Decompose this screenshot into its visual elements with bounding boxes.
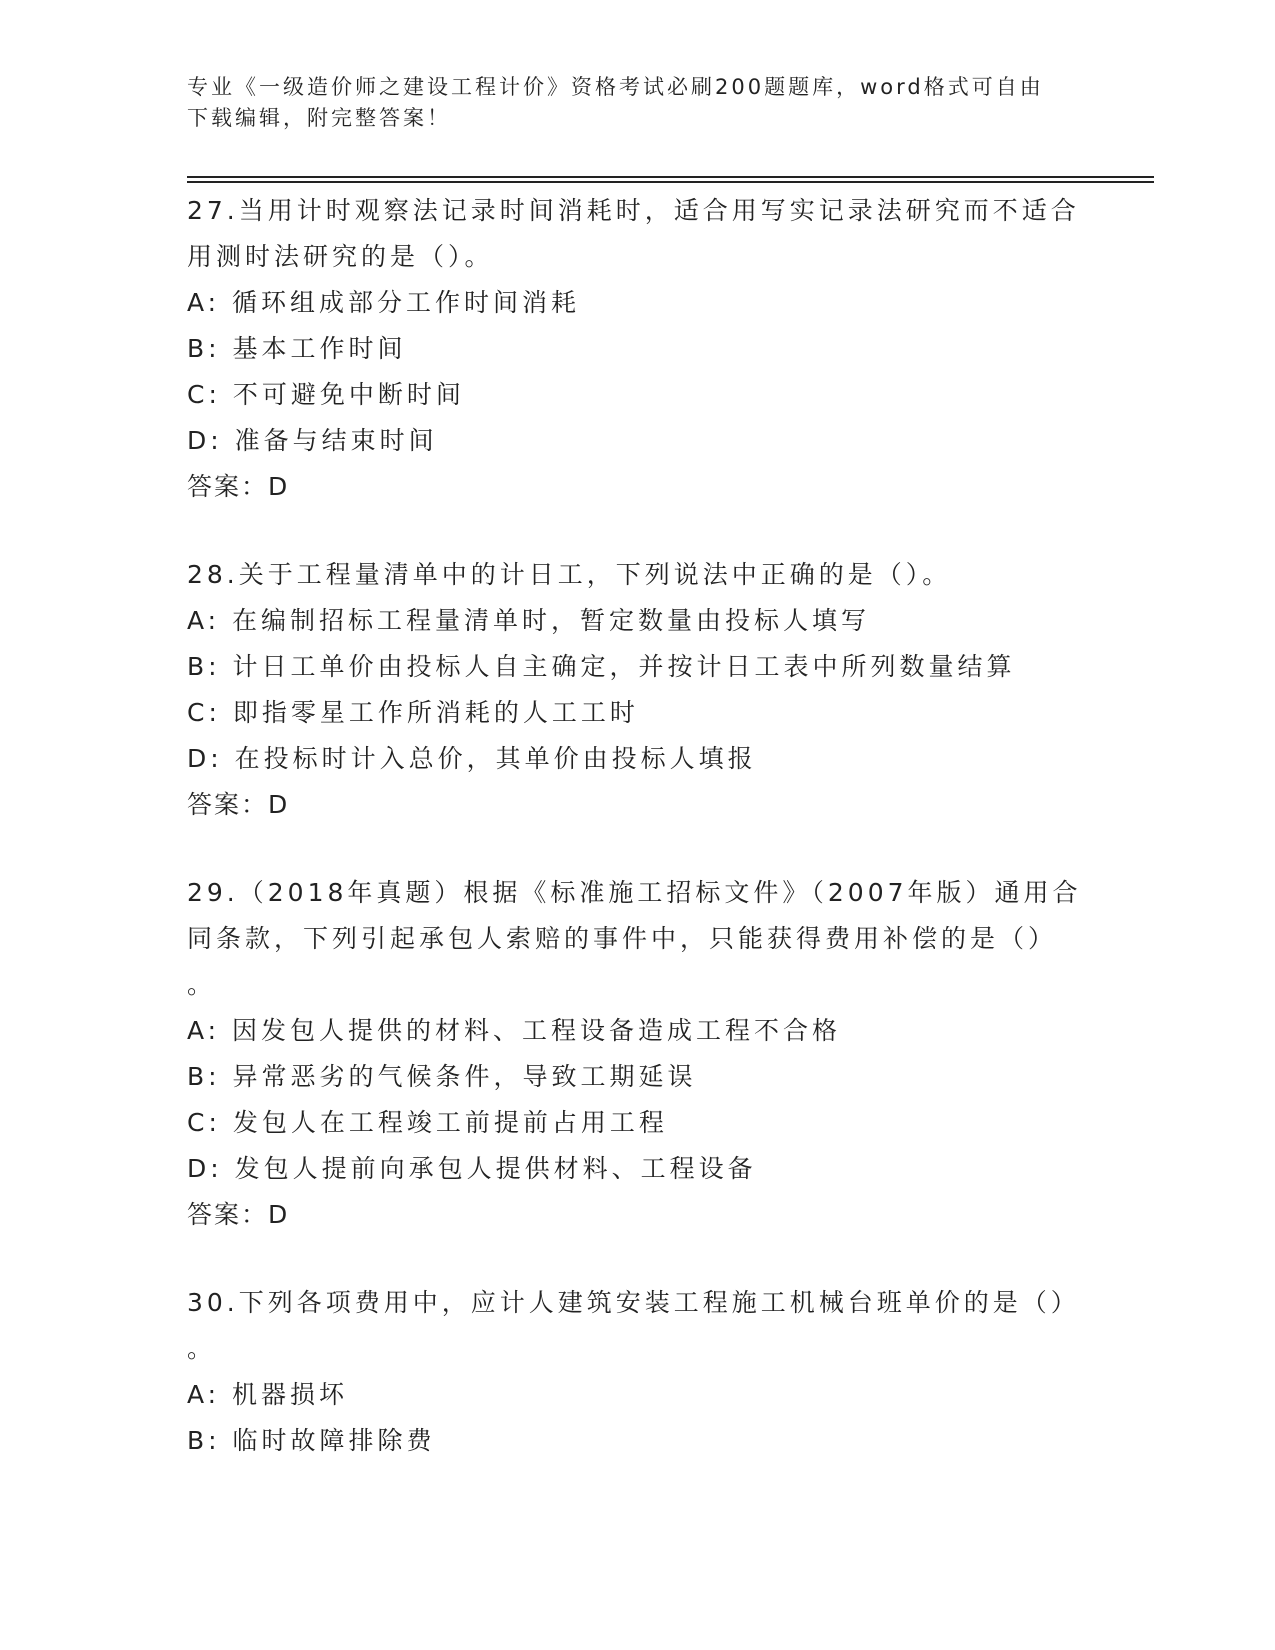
question-stem-line: 28.关于工程量清单中的计日工，下列说法中正确的是（）。 [187,560,952,589]
question-stem-line: 29.（2018年真题）根据《标准施工招标文件》（2007年版）通用合 [187,878,1082,907]
question-29 [187,870,1082,1238]
option-c: C: 不可避免中断时间 [187,380,465,409]
answer: 答案：D [187,1200,290,1229]
question-stem-line: 。 [187,970,217,999]
question-28 [187,552,1077,828]
document-header [187,72,1067,134]
option-c: C: 发包人在工程竣工前提前占用工程 [187,1108,668,1137]
option-c: C: 即指零星工作所消耗的人工工时 [187,698,639,727]
option-a: A: 机器损坏 [187,1380,349,1409]
question-stem-line: 。 [187,1334,217,1363]
option-b: B: 计日工单价由投标人自主确定，并按计日工表中所列数量结算 [187,652,1016,681]
answer: 答案：D [187,472,290,501]
header-divider-top [187,176,1154,178]
question-27 [187,188,1080,510]
option-b: B: 异常恶劣的气候条件，导致工期延误 [187,1062,697,1091]
question-stem-line: 同条款，下列引起承包人索赔的事件中，只能获得费用补偿的是（） [187,924,1058,953]
question-stem-line: 30.下列各项费用中，应计人建筑安装工程施工机械台班单价的是（） [187,1288,1080,1317]
option-d: D: 在投标时计入总价，其单价由投标人填报 [187,744,757,773]
question-stem-line: 用测时法研究的是（）。 [187,242,494,271]
question-30 [187,1280,1080,1464]
option-b: B: 临时故障排除费 [187,1426,436,1455]
option-a: A: 在编制招标工程量清单时，暂定数量由投标人填写 [187,606,871,635]
header-divider-bottom [187,181,1154,183]
option-d: D: 发包人提前向承包人提供材料、工程设备 [187,1154,757,1183]
option-a: A: 循环组成部分工作时间消耗 [187,288,581,317]
option-b: B: 基本工作时间 [187,334,407,363]
option-d: D: 准备与结束时间 [187,426,438,455]
answer: 答案：D [187,790,290,819]
option-a: A: 因发包人提供的材料、工程设备造成工程不合格 [187,1016,842,1045]
question-stem-line: 27.当用计时观察法记录时间消耗时，适合用写实记录法研究而不适合 [187,196,1080,225]
header-line-2: 下载编辑，附完整答案！ [187,106,451,130]
header-line-1: 专业《一级造价师之建设工程计价》资格考试必刷200题题库，word格式可自由 [187,75,1044,99]
